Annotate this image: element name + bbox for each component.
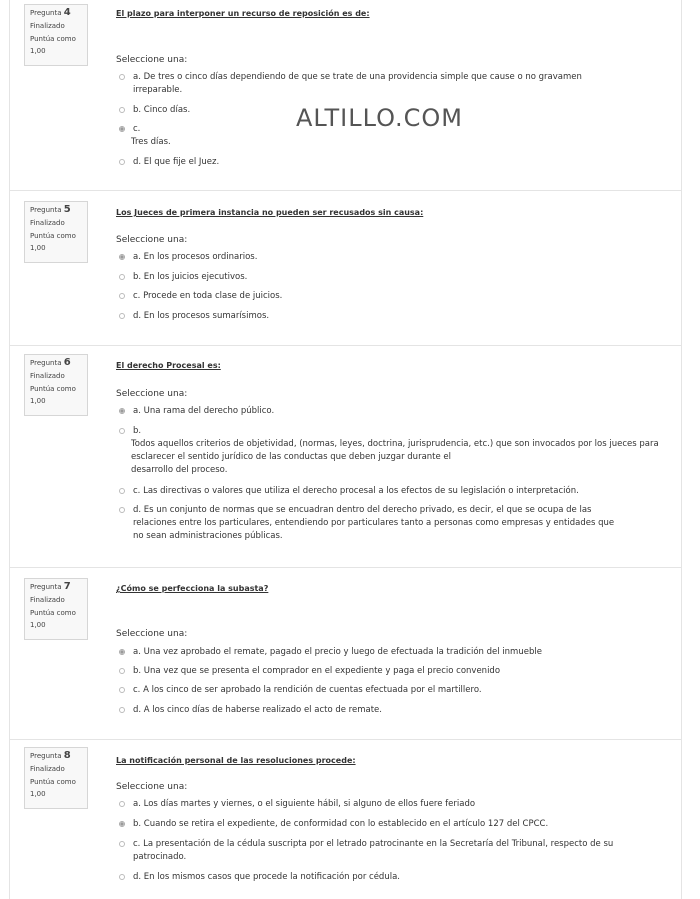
marks-label: Puntúa como	[30, 35, 76, 43]
radio-selected-icon[interactable]	[119, 408, 125, 414]
radio-empty-icon[interactable]	[119, 293, 125, 299]
question-state: Finalizado	[30, 765, 65, 773]
question-label: Pregunta	[30, 752, 62, 760]
question-state: Finalizado	[30, 372, 65, 380]
question-state: Finalizado	[30, 219, 65, 227]
question-text: ¿Cómo se perfecciona la subasta?	[116, 584, 269, 593]
radio-empty-icon[interactable]	[119, 841, 125, 847]
answer-option-line: irreparable.	[133, 85, 183, 95]
question-separator	[10, 739, 681, 740]
question-separator	[10, 567, 681, 568]
question-number: 4	[63, 7, 71, 18]
question-info-box	[24, 201, 88, 263]
question-number-line	[30, 7, 82, 19]
answer-option-line: no sean administraciones públicas.	[133, 531, 283, 541]
answer-prompt: Seleccione una:	[116, 629, 188, 639]
answer-option-text	[133, 310, 269, 323]
answer-option-line: a. Los días martes y viernes, o el siguiente hábil, si alguno de ellos fuere feriado	[133, 799, 476, 809]
answer-option-line: b.	[133, 426, 142, 436]
question-label: Pregunta	[30, 206, 62, 214]
marks-label: Puntúa como	[30, 385, 76, 393]
question-number: 6	[63, 357, 71, 368]
page-frame-left	[9, 0, 10, 899]
marks-label: Puntúa como	[30, 609, 76, 617]
question-number-line	[30, 204, 82, 216]
question-state: Finalizado	[30, 596, 65, 604]
answer-option-line: c. La presentación de la cédula suscripta por el letrado patrocinante en la Secretaría del Tribunal, respecto de su	[133, 839, 614, 849]
question-number-line	[30, 581, 82, 593]
radio-selected-icon[interactable]	[119, 649, 125, 655]
watermark: ALTILLO.COM	[296, 104, 464, 132]
question-number: 8	[63, 750, 71, 761]
radio-empty-icon[interactable]	[119, 801, 125, 807]
question-number: 5	[63, 204, 71, 215]
radio-empty-icon[interactable]	[119, 687, 125, 693]
question-info-box	[24, 354, 88, 416]
question-state: Finalizado	[30, 22, 65, 30]
answer-option-text	[133, 405, 274, 418]
question-text: El derecho Procesal es:	[116, 361, 221, 370]
answer-option-line: desarrollo del proceso.	[131, 465, 228, 475]
answer-option-line: patrocinado.	[133, 852, 187, 862]
radio-empty-icon[interactable]	[119, 313, 125, 319]
answer-option-line: d. En los procesos sumarísimos.	[133, 311, 270, 321]
answer-option-text	[133, 104, 190, 117]
marks-label: Puntúa como	[30, 232, 76, 240]
page-frame-right	[681, 0, 682, 899]
answer-option-text	[133, 704, 382, 717]
answer-option-line: relaciones entre los particulares, entendiendo por particulares tanto a personas como empresas y entidades que	[133, 518, 615, 528]
answer-option-line: b. Cinco días.	[133, 105, 191, 115]
radio-empty-icon[interactable]	[119, 428, 125, 434]
answer-option-text	[133, 156, 219, 169]
question-label: Pregunta	[30, 9, 62, 17]
radio-empty-icon[interactable]	[119, 507, 125, 513]
answer-option-line: c. Procede en toda clase de juicios.	[133, 291, 283, 301]
question-info-box	[24, 4, 88, 66]
answer-option-text	[133, 818, 548, 831]
question-text: Los Jueces de primera instancia no pueden ser recusados sin causa:	[116, 208, 424, 217]
answer-option-line: c. A los cinco de ser aprobado la rendición de cuentas efectuada por el martillero.	[133, 685, 482, 695]
question-label: Pregunta	[30, 359, 62, 367]
answer-prompt: Seleccione una:	[116, 782, 188, 792]
answer-option-line: d. El que fije el Juez.	[133, 157, 220, 167]
answer-option-text	[133, 838, 613, 864]
radio-empty-icon[interactable]	[119, 668, 125, 674]
answer-option-text	[133, 684, 482, 697]
answer-option-line: c.	[133, 124, 141, 134]
answer-prompt: Seleccione una:	[116, 55, 188, 65]
question-text: El plazo para interponer un recurso de reposición es de:	[116, 9, 370, 18]
radio-empty-icon[interactable]	[119, 274, 125, 280]
answer-option-text	[133, 71, 582, 97]
radio-empty-icon[interactable]	[119, 159, 125, 165]
answer-option-line: b. Cuando se retira el expediente, de conformidad con lo establecido en el artículo 127 del CPCC.	[133, 819, 549, 829]
radio-empty-icon[interactable]	[119, 107, 125, 113]
answer-option-text	[133, 425, 659, 477]
answer-option-line: a. Una vez aprobado el remate, pagado el precio y luego de efectuada la tradición del inmueble	[133, 647, 542, 657]
answer-option-text	[133, 665, 500, 678]
answer-option-line: a. En los procesos ordinarios.	[133, 252, 258, 262]
radio-empty-icon[interactable]	[119, 488, 125, 494]
answer-option-line: d. Es un conjunto de normas que se encuadran dentro del derecho privado, es decir, el que se ocupa de las	[133, 505, 592, 515]
answer-option-line: d. A los cinco días de haberse realizado el acto de remate.	[133, 705, 382, 715]
answer-prompt: Seleccione una:	[116, 235, 188, 245]
radio-selected-icon[interactable]	[119, 254, 125, 260]
answer-option-line: d. En los mismos casos que procede la notificación por cédula.	[133, 872, 400, 882]
radio-empty-icon[interactable]	[119, 74, 125, 80]
radio-empty-icon[interactable]	[119, 874, 125, 880]
marks-value: 1,00	[30, 47, 46, 55]
answer-option-line: c. Las directivas o valores que utiliza el derecho procesal a los efectos de su legislación o interpretación.	[133, 486, 579, 496]
answer-option-line: b. Una vez que se presenta el comprador en el expediente y paga el precio convenido	[133, 666, 501, 676]
answer-option-text	[133, 871, 400, 884]
answer-option-line: a. Una rama del derecho público.	[133, 406, 275, 416]
question-separator	[10, 345, 681, 346]
answer-prompt: Seleccione una:	[116, 389, 188, 399]
answer-option-line: a. De tres o cinco días dependiendo de que se trate de una providencia simple que cause o no gravamen	[133, 72, 582, 82]
answer-option-text	[133, 271, 247, 284]
answer-option-line: Todos aquellos criterios de objetividad, (normas, leyes, doctrina, jurisprudencia, etc.) que son invocados por los jueces para	[131, 439, 659, 449]
marks-value: 1,00	[30, 244, 46, 252]
answer-option-line: Tres días.	[131, 137, 171, 147]
answer-option-text	[133, 798, 475, 811]
answer-option-text	[133, 504, 614, 543]
question-info-box	[24, 578, 88, 640]
answer-option-line: esclarecer el sentido jurídico de las conductas que deben juzgar durante el	[131, 452, 452, 462]
answer-option-text	[133, 646, 542, 659]
radio-selected-icon[interactable]	[119, 126, 125, 132]
answer-option-text	[133, 123, 171, 149]
answer-option-text	[133, 251, 257, 264]
question-number: 7	[63, 581, 71, 592]
question-label: Pregunta	[30, 583, 62, 591]
question-separator	[10, 190, 681, 191]
radio-empty-icon[interactable]	[119, 707, 125, 713]
marks-value: 1,00	[30, 621, 46, 629]
answer-option-text	[133, 290, 282, 303]
question-text: La notificación personal de las resoluciones procede:	[116, 756, 356, 765]
answer-option-line: b. En los juicios ejecutivos.	[133, 272, 248, 282]
answer-option-text	[133, 485, 579, 498]
question-number-line	[30, 357, 82, 369]
radio-selected-icon[interactable]	[119, 821, 125, 827]
marks-value: 1,00	[30, 397, 46, 405]
marks-label: Puntúa como	[30, 778, 76, 786]
question-info-box	[24, 747, 88, 809]
marks-value: 1,00	[30, 790, 46, 798]
question-number-line	[30, 750, 82, 762]
